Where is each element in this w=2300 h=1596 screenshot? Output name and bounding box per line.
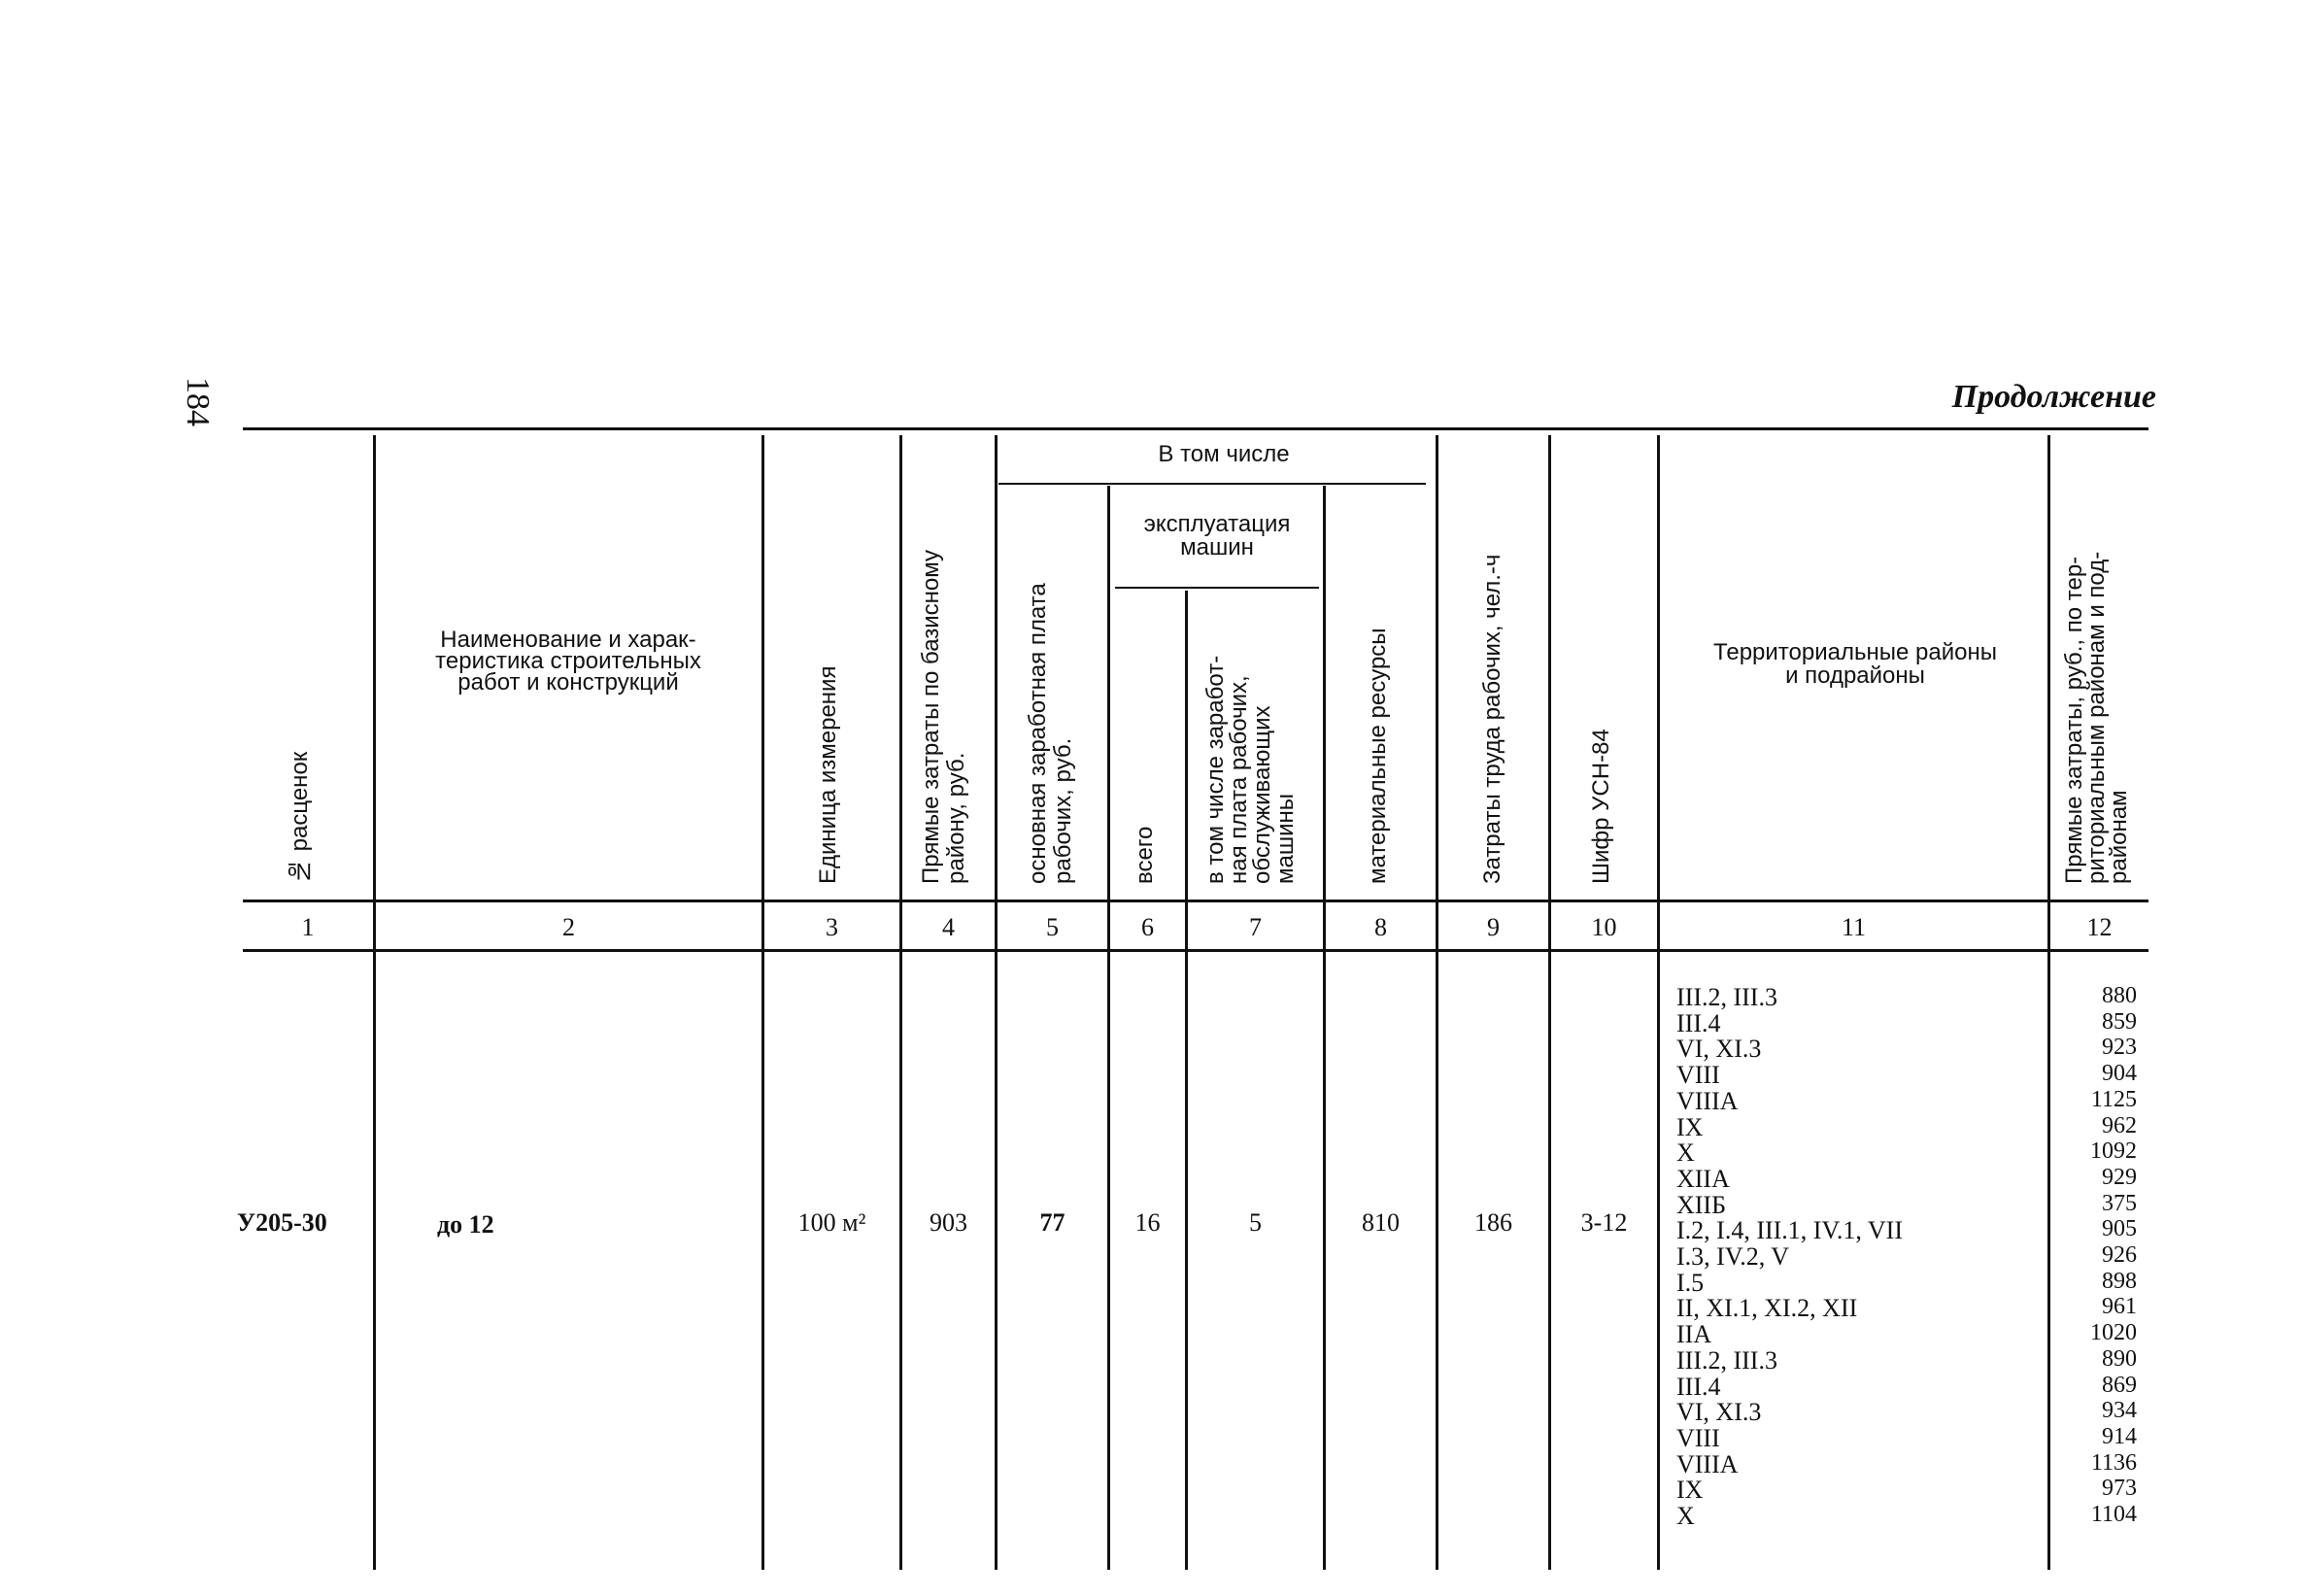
region-item: IX <box>1676 1476 1704 1505</box>
unit: 100 м² <box>797 1208 866 1237</box>
region-cost: 962 <box>2102 1112 2137 1138</box>
work-name: до 12 <box>437 1210 494 1239</box>
col-number: 3 <box>826 913 838 941</box>
col-divider <box>1185 591 1188 1570</box>
region-cost: 905 <box>2102 1216 2137 1242</box>
machines-rule <box>1115 587 1319 589</box>
continuation-label: Продолжение <box>1951 379 2156 415</box>
materials: 810 <box>1362 1208 1400 1237</box>
region-cost: 934 <box>2102 1398 2137 1424</box>
header-col10: Шифр УСН-84 <box>1588 729 1614 884</box>
region-cost: 914 <box>2102 1423 2137 1449</box>
region-item: VI, XI.3 <box>1676 1398 1762 1427</box>
region-cost: 929 <box>2102 1164 2137 1190</box>
region-item: XIIБ <box>1676 1190 1727 1219</box>
region-cost: 898 <box>2102 1268 2137 1294</box>
region-item: XIIA <box>1676 1164 1730 1193</box>
header-col11: Территориальные районы и подрайоны <box>1713 639 1997 689</box>
header-col9: Затраты труда рабочих, чел.-ч <box>1479 554 1505 884</box>
region-cost: 880 <box>2102 983 2137 1008</box>
col-divider <box>373 435 376 1570</box>
machines-total: 16 <box>1134 1208 1161 1237</box>
header-bottom-rule <box>243 900 2148 902</box>
region-item: I.3, IV.2, V <box>1676 1242 1790 1272</box>
col-divider <box>995 435 998 1570</box>
region-cost: 1092 <box>2090 1138 2137 1165</box>
region-cost: 859 <box>2102 1008 2137 1035</box>
header-col5: основная заработная плата рабочих, руб. <box>1025 583 1076 884</box>
region-costs-list <box>2059 983 2137 1528</box>
header-col3: Единица измерения <box>815 665 841 884</box>
region-item: III.4 <box>1676 1008 1721 1037</box>
region-cost: 926 <box>2102 1242 2137 1269</box>
numbers-bottom-rule <box>243 949 2148 952</box>
region-item: VIII <box>1676 1423 1720 1452</box>
header-col1: № расценок <box>287 751 313 884</box>
col-divider <box>1548 435 1551 1570</box>
regions-list <box>1676 985 1903 1530</box>
table-top-rule <box>243 427 2148 430</box>
col-divider <box>899 435 902 1570</box>
col-number: 7 <box>1249 913 1262 941</box>
region-item: IIA <box>1676 1320 1712 1349</box>
col-divider <box>1436 435 1438 1570</box>
col-number: 2 <box>562 913 575 941</box>
region-cost: 1125 <box>2090 1086 2137 1112</box>
region-cost: 375 <box>2102 1190 2137 1216</box>
region-cost: 973 <box>2102 1476 2137 1502</box>
region-item: VIIIA <box>1676 1086 1739 1115</box>
col-divider <box>2047 435 2050 1570</box>
region-item: I.2, I.4, III.1, IV.1, VII <box>1676 1216 1903 1245</box>
region-item: VIII <box>1676 1061 1720 1090</box>
col-divider <box>1657 435 1660 1570</box>
col-divider <box>1107 486 1110 1570</box>
col-number: 6 <box>1141 913 1154 941</box>
region-cost: 1136 <box>2090 1449 2137 1476</box>
region-item: III.2, III.3 <box>1676 983 1777 1011</box>
usn-code: 3-12 <box>1580 1208 1628 1237</box>
col-divider <box>761 435 764 1570</box>
col-number: 11 <box>1841 913 1867 941</box>
region-cost: 1020 <box>2090 1320 2137 1346</box>
region-item: IX <box>1676 1112 1704 1141</box>
in-that-rule <box>998 483 1426 485</box>
direct-cost: 903 <box>930 1208 967 1237</box>
labor-hours: 186 <box>1474 1208 1512 1237</box>
header-col12: Прямые затраты, руб., по тер- риториальным районам и под- районам <box>2061 551 2132 884</box>
col-divider <box>1323 486 1326 1570</box>
region-item: X <box>1676 1502 1695 1531</box>
region-cost: 923 <box>2102 1035 2137 1061</box>
col-number: 8 <box>1374 913 1387 941</box>
region-item: I.5 <box>1676 1268 1705 1297</box>
header-col8: материальные ресурсы <box>1365 628 1391 884</box>
region-item: III.2, III.3 <box>1676 1345 1777 1375</box>
region-cost: 1104 <box>2090 1502 2137 1528</box>
rate-code: У205-30 <box>237 1208 327 1237</box>
region-item: II, XI.1, XI.2, XII <box>1676 1294 1858 1323</box>
header-col6: всего <box>1132 826 1158 884</box>
col-number: 9 <box>1487 913 1500 941</box>
region-cost: 869 <box>2102 1372 2137 1398</box>
region-item: X <box>1676 1138 1695 1168</box>
base-wage: 77 <box>1039 1208 1065 1237</box>
col-number: 4 <box>942 913 955 941</box>
header-col2: Наименование и харак- теристика строительных работ и конструкций <box>435 627 701 696</box>
region-cost: 961 <box>2102 1294 2137 1320</box>
header-machines: эксплуатация машин <box>1143 511 1291 560</box>
machines-wage: 5 <box>1249 1208 1262 1237</box>
col-number: 12 <box>2086 913 2113 941</box>
header-col4: Прямые затраты по базисному району, руб. <box>918 549 969 884</box>
col-number: 10 <box>1591 913 1617 941</box>
header-in-that: В том числе <box>1158 441 1290 467</box>
region-cost: 890 <box>2102 1345 2137 1372</box>
header-col7: в том числе заработ- ная плата рабочих, обслуживающих машины <box>1202 655 1299 884</box>
region-item: III.4 <box>1676 1372 1721 1401</box>
region-item: VIIIA <box>1676 1449 1739 1478</box>
col-number: 5 <box>1046 913 1059 941</box>
region-cost: 904 <box>2102 1061 2137 1087</box>
page-number: 184 <box>180 377 216 426</box>
col-number: 1 <box>301 913 315 941</box>
region-item: VI, XI.3 <box>1676 1035 1762 1064</box>
